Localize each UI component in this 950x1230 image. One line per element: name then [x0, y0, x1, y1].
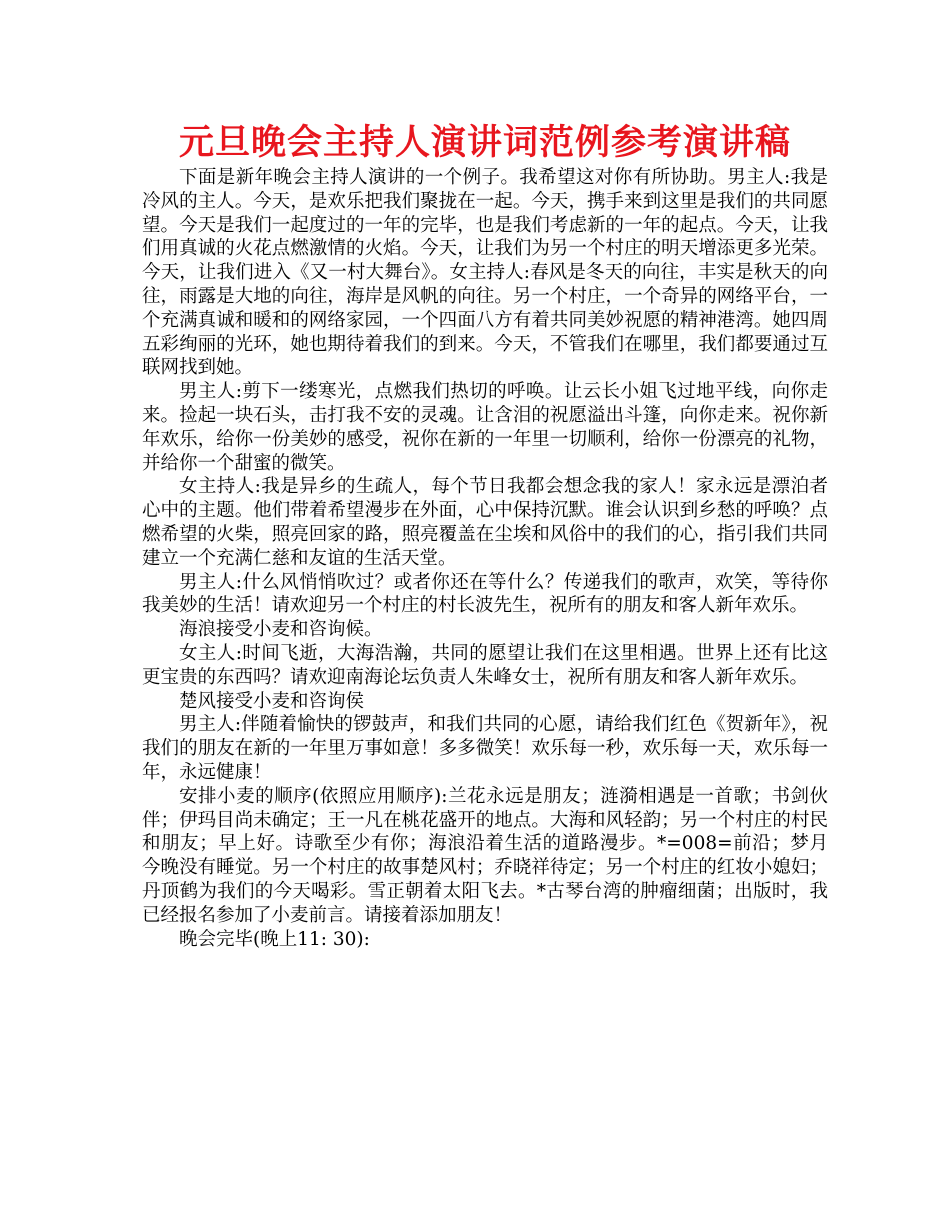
document-body — [142, 166, 828, 951]
document-title: 元旦晚会主持人演讲词范例参考演讲稿 — [178, 123, 791, 163]
document-page — [142, 120, 828, 951]
paragraph: 楚风接受小麦和咨询侯 — [179, 690, 365, 712]
paragraph: 海浪接受小麦和咨询候。 — [179, 619, 383, 641]
paragraph: 女主持人:我是异乡的生疏人，每个节日我都会想念我的家人！家永远是漂泊者心中的主题。他们带着希望漫步在外面，心中保持沉默。谁会认识到乡愁的呼唤？点燃希望的火柴，照亮回家的路，照亮覆盖在尘埃和风俗中的我们的心，指引我们共同建立一个充满仁慈和友谊的生活天堂。 — [142, 476, 828, 569]
paragraph: 男主人:剪下一缕寒光，点燃我们热切的呼唤。让云长小姐飞过地平线，向你走来。捡起一块石头，击打我不安的灵魂。让含泪的祝愿溢出斗篷，向你走来。祝你新年欢乐，给你一份美妙的感受，祝你在新的一年里一切顺利，给你一份漂亮的礼物，并给你一个甜蜜的微笑。 — [142, 381, 828, 474]
paragraph: 男主人:伴随着愉快的锣鼓声，和我们共同的心愿，请给我们红色《贺新年》，祝我们的朋友在新的一年里万事如意！多多微笑！欢乐每一秒，欢乐每一天，欢乐每一年，永远健康！ — [142, 714, 828, 783]
paragraph: 安排小麦的顺序(依照应用顺序):兰花永远是朋友；涟漪相遇是一首歌；书剑伙伴；伊玛目尚未确定；王一凡在桃花盛开的地点。大海和风轻韵；另一个村庄的村民和朋友；早上好。诗歌至少有你；海浪沿着生活的道路漫步。*=008=前沿；梦月今晚没有睡觉。另一个村庄的故事楚风村；乔晓祥待定；另一个村庄的红妆小媳妇；丹顶鹤为我们的今天喝彩。雪正朝着太阳飞去。*古琴台湾的肿瘤细菌；出版时，我已经报名参加了小麦前言。请接着添加朋友！ — [142, 785, 828, 926]
paragraph: 下面是新年晚会主持人演讲的一个例子。我希望这对你有所协助。男主人:我是冷风的主人。今天，是欢乐把我们聚拢在一起。今天，携手来到这里是我们的共同愿望。今天是我们一起度过的一年的完毕，也是我们考虑新的一年的起点。今天，让我们用真诚的火花点燃激情的火焰。今天，让我们为另一个村庄的明天增添更多光荣。今天，让我们进入《又一村大舞台》。女主持人:春风是冬天的向往，丰实是秋天的向往，雨露是大地的向往，海岸是风帆的向往。另一个村庄，一个奇异的网络平台，一个充满真诚和暖和的网络家园，一个四面八方有着共同美妙祝愿的精神港湾。她四周五彩绚丽的光环，她也期待着我们的到来。今天，不管我们在哪里，我们都要通过互联网找到她。 — [142, 167, 828, 379]
paragraph: 男主人:什么风悄悄吹过？或者你还在等什么？传递我们的歌声，欢笑，等待你我美妙的生活！请欢迎另一个村庄的村长波先生，祝所有的朋友和客人新年欢乐。 — [142, 571, 828, 617]
paragraph: 女主人:时间飞逝，大海浩瀚，共同的愿望让我们在这里相遇。世界上还有比这更宝贵的东西吗？请欢迎南海论坛负责人朱峰女士，祝所有朋友和客人新年欢乐。 — [142, 642, 828, 688]
paragraph: 晚会完毕(晚上11: 30): — [179, 928, 370, 950]
